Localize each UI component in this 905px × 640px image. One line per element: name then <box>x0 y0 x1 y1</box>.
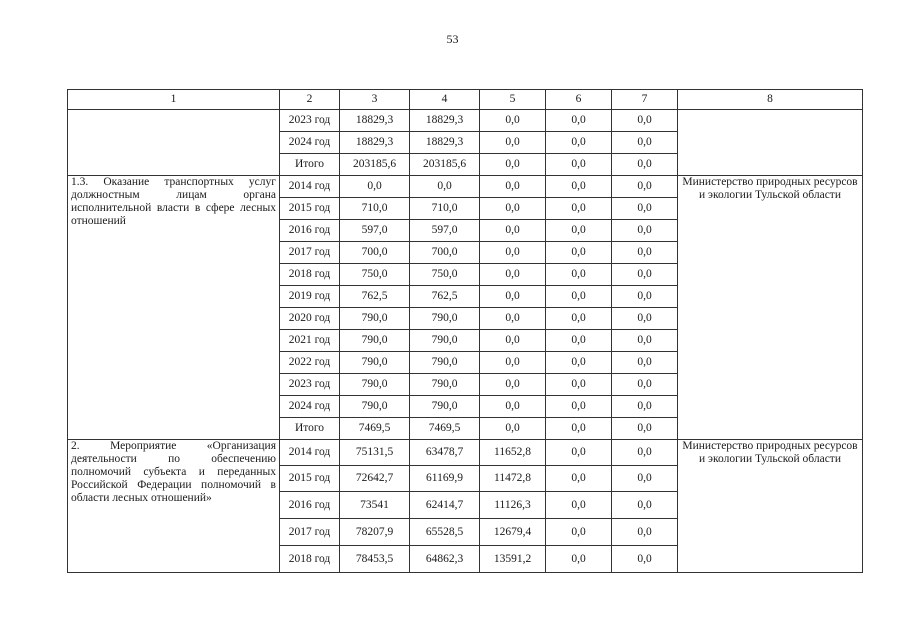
column-header: 5 <box>480 90 546 110</box>
year-cell: 2014 год <box>280 440 340 466</box>
year-cell: 2017 год <box>280 519 340 546</box>
table-row <box>68 176 863 198</box>
value-cell: 0,0 <box>612 440 678 466</box>
value-cell: 75131,5 <box>340 440 410 466</box>
value-cell: 0,0 <box>546 546 612 573</box>
value-cell: 0,0 <box>480 198 546 220</box>
value-cell: 0,0 <box>480 352 546 374</box>
year-cell: 2024 год <box>280 396 340 418</box>
year-cell: 2019 год <box>280 286 340 308</box>
value-cell: 790,0 <box>340 352 410 374</box>
value-cell: 0,0 <box>612 396 678 418</box>
value-cell: 7469,5 <box>340 418 410 440</box>
year-cell: 2023 год <box>280 374 340 396</box>
value-cell: 0,0 <box>612 330 678 352</box>
value-cell: 0,0 <box>480 132 546 154</box>
year-cell: 2015 год <box>280 466 340 492</box>
value-cell: 790,0 <box>340 396 410 418</box>
value-cell: 700,0 <box>410 242 480 264</box>
column-header: 4 <box>410 90 480 110</box>
value-cell: 790,0 <box>410 374 480 396</box>
value-cell: 0,0 <box>480 308 546 330</box>
value-cell: 0,0 <box>612 546 678 573</box>
value-cell: 0,0 <box>612 176 678 198</box>
year-cell: 2021 год <box>280 330 340 352</box>
value-cell: 0,0 <box>546 466 612 492</box>
value-cell: 0,0 <box>546 396 612 418</box>
value-cell: 750,0 <box>410 264 480 286</box>
value-cell: 0,0 <box>480 418 546 440</box>
value-cell: 0,0 <box>612 352 678 374</box>
value-cell: 0,0 <box>546 154 612 176</box>
value-cell: 63478,7 <box>410 440 480 466</box>
value-cell: 0,0 <box>546 418 612 440</box>
value-cell: 11472,8 <box>480 466 546 492</box>
value-cell: 750,0 <box>340 264 410 286</box>
value-cell: 61169,9 <box>410 466 480 492</box>
value-cell: 65528,5 <box>410 519 480 546</box>
value-cell: 0,0 <box>546 330 612 352</box>
value-cell: 790,0 <box>410 308 480 330</box>
value-cell: 18829,3 <box>340 132 410 154</box>
value-cell: 11126,3 <box>480 492 546 519</box>
value-cell: 790,0 <box>340 308 410 330</box>
value-cell: 790,0 <box>410 330 480 352</box>
year-cell: 2018 год <box>280 546 340 573</box>
value-cell: 62414,7 <box>410 492 480 519</box>
value-cell: 0,0 <box>480 286 546 308</box>
value-cell: 203185,6 <box>410 154 480 176</box>
continuation-executor-cell <box>678 110 863 176</box>
value-cell: 790,0 <box>340 374 410 396</box>
value-cell: 64862,3 <box>410 546 480 573</box>
year-cell: 2022 год <box>280 352 340 374</box>
value-cell: 18829,3 <box>410 110 480 132</box>
value-cell: 597,0 <box>410 220 480 242</box>
table-row <box>68 440 863 466</box>
value-cell: 0,0 <box>340 176 410 198</box>
value-cell: 0,0 <box>546 176 612 198</box>
section-2-description: 2. Мероприятие «Организация деятельности по обеспечению полномочий субъекта и переданных Российской Федерации полномочий в области лесных отношений» <box>68 440 280 573</box>
value-cell: 73541 <box>340 492 410 519</box>
value-cell: 0,0 <box>612 220 678 242</box>
section-1-3-description: 1.3. Оказание транспортных услуг должностным лицам органа исполнительной власти в сфере лесных отношений <box>68 176 280 440</box>
value-cell: 0,0 <box>612 519 678 546</box>
value-cell: 13591,2 <box>480 546 546 573</box>
value-cell: 0,0 <box>546 352 612 374</box>
table-row <box>68 110 863 132</box>
value-cell: 762,5 <box>410 286 480 308</box>
value-cell: 0,0 <box>546 110 612 132</box>
year-cell: Итого <box>280 154 340 176</box>
value-cell: 0,0 <box>410 176 480 198</box>
value-cell: 700,0 <box>340 242 410 264</box>
value-cell: 0,0 <box>546 198 612 220</box>
value-cell: 12679,4 <box>480 519 546 546</box>
value-cell: 0,0 <box>546 242 612 264</box>
value-cell: 0,0 <box>480 374 546 396</box>
year-cell: 2018 год <box>280 264 340 286</box>
value-cell: 72642,7 <box>340 466 410 492</box>
value-cell: 0,0 <box>546 374 612 396</box>
column-header: 7 <box>612 90 678 110</box>
value-cell: 7469,5 <box>410 418 480 440</box>
page-number: 53 <box>446 32 459 46</box>
column-header: 1 <box>68 90 280 110</box>
value-cell: 0,0 <box>480 176 546 198</box>
year-cell: 2014 год <box>280 176 340 198</box>
value-cell: 18829,3 <box>340 110 410 132</box>
value-cell: 0,0 <box>612 466 678 492</box>
column-header: 2 <box>280 90 340 110</box>
value-cell: 78453,5 <box>340 546 410 573</box>
budget-table <box>67 89 863 573</box>
value-cell: 0,0 <box>546 286 612 308</box>
value-cell: 0,0 <box>612 242 678 264</box>
year-cell: 2016 год <box>280 220 340 242</box>
value-cell: 0,0 <box>480 396 546 418</box>
column-header: 8 <box>678 90 863 110</box>
year-cell: 2016 год <box>280 492 340 519</box>
section-2-executor: Министерство природных ресурсов и экологии Тульской области <box>678 440 863 573</box>
year-cell: Итого <box>280 418 340 440</box>
value-cell: 790,0 <box>410 352 480 374</box>
value-cell: 0,0 <box>612 418 678 440</box>
value-cell: 0,0 <box>546 308 612 330</box>
value-cell: 0,0 <box>612 308 678 330</box>
value-cell: 0,0 <box>612 154 678 176</box>
value-cell: 0,0 <box>546 220 612 242</box>
value-cell: 0,0 <box>612 264 678 286</box>
value-cell: 0,0 <box>612 374 678 396</box>
value-cell: 0,0 <box>546 492 612 519</box>
value-cell: 0,0 <box>546 264 612 286</box>
value-cell: 597,0 <box>340 220 410 242</box>
value-cell: 790,0 <box>410 396 480 418</box>
value-cell: 0,0 <box>480 264 546 286</box>
year-cell: 2024 год <box>280 132 340 154</box>
value-cell: 790,0 <box>340 330 410 352</box>
value-cell: 11652,8 <box>480 440 546 466</box>
value-cell: 78207,9 <box>340 519 410 546</box>
value-cell: 0,0 <box>546 519 612 546</box>
column-header: 3 <box>340 90 410 110</box>
value-cell: 0,0 <box>612 132 678 154</box>
value-cell: 0,0 <box>480 330 546 352</box>
year-cell: 2023 год <box>280 110 340 132</box>
value-cell: 18829,3 <box>410 132 480 154</box>
year-cell: 2017 год <box>280 242 340 264</box>
value-cell: 710,0 <box>410 198 480 220</box>
header-row <box>68 90 863 110</box>
value-cell: 0,0 <box>546 132 612 154</box>
value-cell: 203185,6 <box>340 154 410 176</box>
column-header: 6 <box>546 90 612 110</box>
year-cell: 2015 год <box>280 198 340 220</box>
value-cell: 0,0 <box>612 286 678 308</box>
value-cell: 762,5 <box>340 286 410 308</box>
value-cell: 0,0 <box>480 220 546 242</box>
value-cell: 0,0 <box>546 440 612 466</box>
value-cell: 0,0 <box>612 198 678 220</box>
continuation-description-cell <box>68 110 280 176</box>
value-cell: 0,0 <box>480 110 546 132</box>
value-cell: 0,0 <box>480 154 546 176</box>
value-cell: 0,0 <box>480 242 546 264</box>
section-1-3-executor: Министерство природных ресурсов и экологии Тульской области <box>678 176 863 440</box>
value-cell: 710,0 <box>340 198 410 220</box>
year-cell: 2020 год <box>280 308 340 330</box>
value-cell: 0,0 <box>612 492 678 519</box>
value-cell: 0,0 <box>612 110 678 132</box>
